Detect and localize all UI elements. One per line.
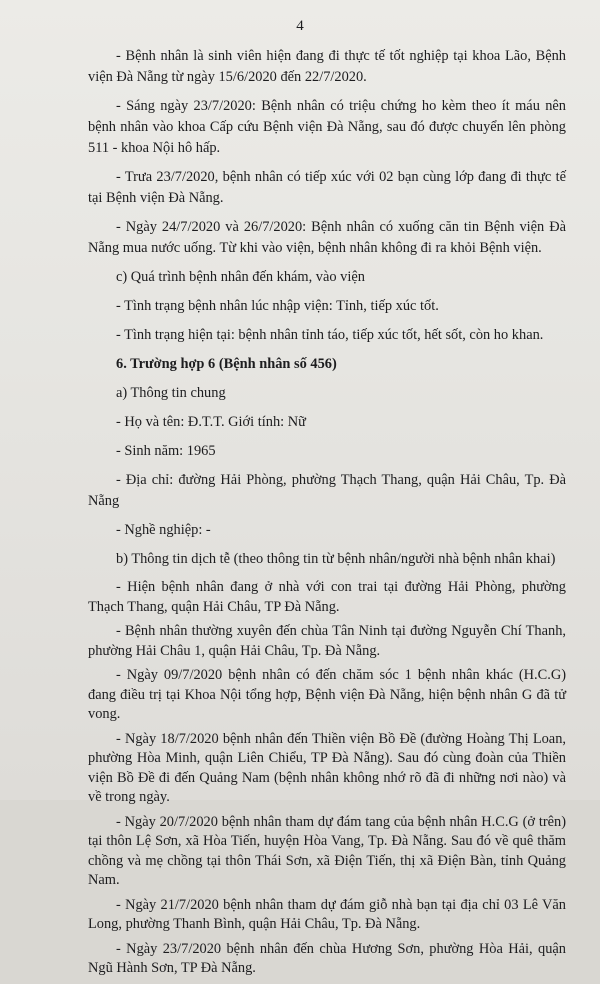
paragraph-23-07: - Ngày 23/7/2020 bệnh nhân đến chùa Hương Sơn, phường Hòa Hải, quận Ngũ Hành Sơn, TP Đà Nẵng. [88,940,566,976]
paragraph-name-gender: - Họ và tên: Đ.T.T. Giới tính: Nữ [116,414,306,430]
paragraph-status-admission: - Tình trạng bệnh nhân lúc nhập viện: Tỉnh, tiếp xúc tốt. [116,298,439,314]
paragraph-address: - Địa chỉ: đường Hải Phòng, phường Thạch Thang, quận Hải Châu, Tp. Đà Nẵng [88,472,566,509]
paragraph-21-07: - Ngày 21/7/2020 bệnh nhân tham dự đám giỗ nhà bạn tại địa chỉ 03 Lê Văn Long, phường Thanh Bình, quận Hải Châu, Tp. Đà Nẵng. [88,896,566,932]
paragraph-home: - Hiện bệnh nhân đang ở nhà với con trai tại đường Hải Phòng, phường Thạch Thang, quận Hải Châu, TP Đà Nẵng. [88,579,566,615]
subheading-epidemiology: b) Thông tin dịch tễ (theo thông tin từ bệnh nhân/người nhà bệnh nhân khai) [116,551,556,567]
subheading-general-info: a) Thông tin chung [116,385,226,401]
subheading-admission-process: c) Quá trình bệnh nhân đến khám, vào viện [116,269,365,285]
paragraph-contact-classmates: - Trưa 23/7/2020, bệnh nhân có tiếp xúc với 02 bạn cùng lớp đang đi thực tế tại Bệnh viện Đà Nẵng. [88,169,566,206]
paragraph-20-07: - Ngày 20/7/2020 bệnh nhân tham dự đám tang của bệnh nhân H.C.G (ở trên) tại thôn Lệ Sơn, xã Hòa Tiến, huyện Hòa Vang, Tp. Đà Nẵng. Sau đó về quê thăm chồng và mẹ chồng tại thôn Thái Sơn, xã Điện Tiến, thị xã Điện Bàn, tỉnh Quảng Nam. [88,813,566,888]
paragraph-birth-year: - Sinh năm: 1965 [116,443,216,459]
paragraph-canteen: - Ngày 24/7/2020 và 26/7/2020: Bệnh nhân có xuống căn tin Bệnh viện Đà Nẵng mua nước uống. Từ khi vào viện, bệnh nhân không đi ra khỏi Bệnh viện. [88,219,566,256]
paragraph-18-07: - Ngày 18/7/2020 bệnh nhân đến Thiền viện Bồ Đề (đường Hoàng Thị Loan, phường Hòa Minh, quận Liên Chiểu, TP Đà Nẵng). Sau đó cùng đoàn của Thiền viện Bồ Đề đi đến Quảng Nam (bệnh nhân không nhớ rõ đã đi những nơi nào) và về trong ngày. [88,730,566,805]
paragraph-internship: - Bệnh nhân là sinh viên hiện đang đi thực tế tốt nghiệp tại khoa Lão, Bệnh viện Đà Nẵng từ ngày 15/6/2020 đến 22/7/2020. [88,48,566,85]
paragraph-status-current: - Tình trạng hiện tại: bệnh nhân tỉnh táo, tiếp xúc tốt, hết sốt, còn ho khan. [116,327,544,343]
page-number: 4 [296,18,304,34]
paragraph-symptoms: - Sáng ngày 23/7/2020: Bệnh nhân có triệu chứng ho kèm theo ít máu nên bệnh nhân vào khoa Cấp cứu Bệnh viện Đà Nẵng, sau đó được chuyển lên phòng 511 - khoa Nội hô hấp. [88,98,566,156]
document-body [88,46,566,984]
section-heading-case-6: 6. Trường hợp 6 (Bệnh nhân số 456) [116,356,337,372]
paragraph-09-07: - Ngày 09/7/2020 bệnh nhân có đến chăm sóc 1 bệnh nhân khác (H.C.G) đang điều trị tại Khoa Nội tổng hợp, Bệnh viện Đà Nẵng, hiện bệnh nhân G đã tử vong. [88,667,566,722]
paragraph-occupation: - Nghề nghiệp: - [116,522,211,538]
paragraph-tan-ninh-pagoda: - Bệnh nhân thường xuyên đến chùa Tân Ninh tại đường Nguyễn Chí Thanh, phường Hải Châu 1, quận Hải Châu, Tp. Đà Nẵng. [88,623,566,659]
